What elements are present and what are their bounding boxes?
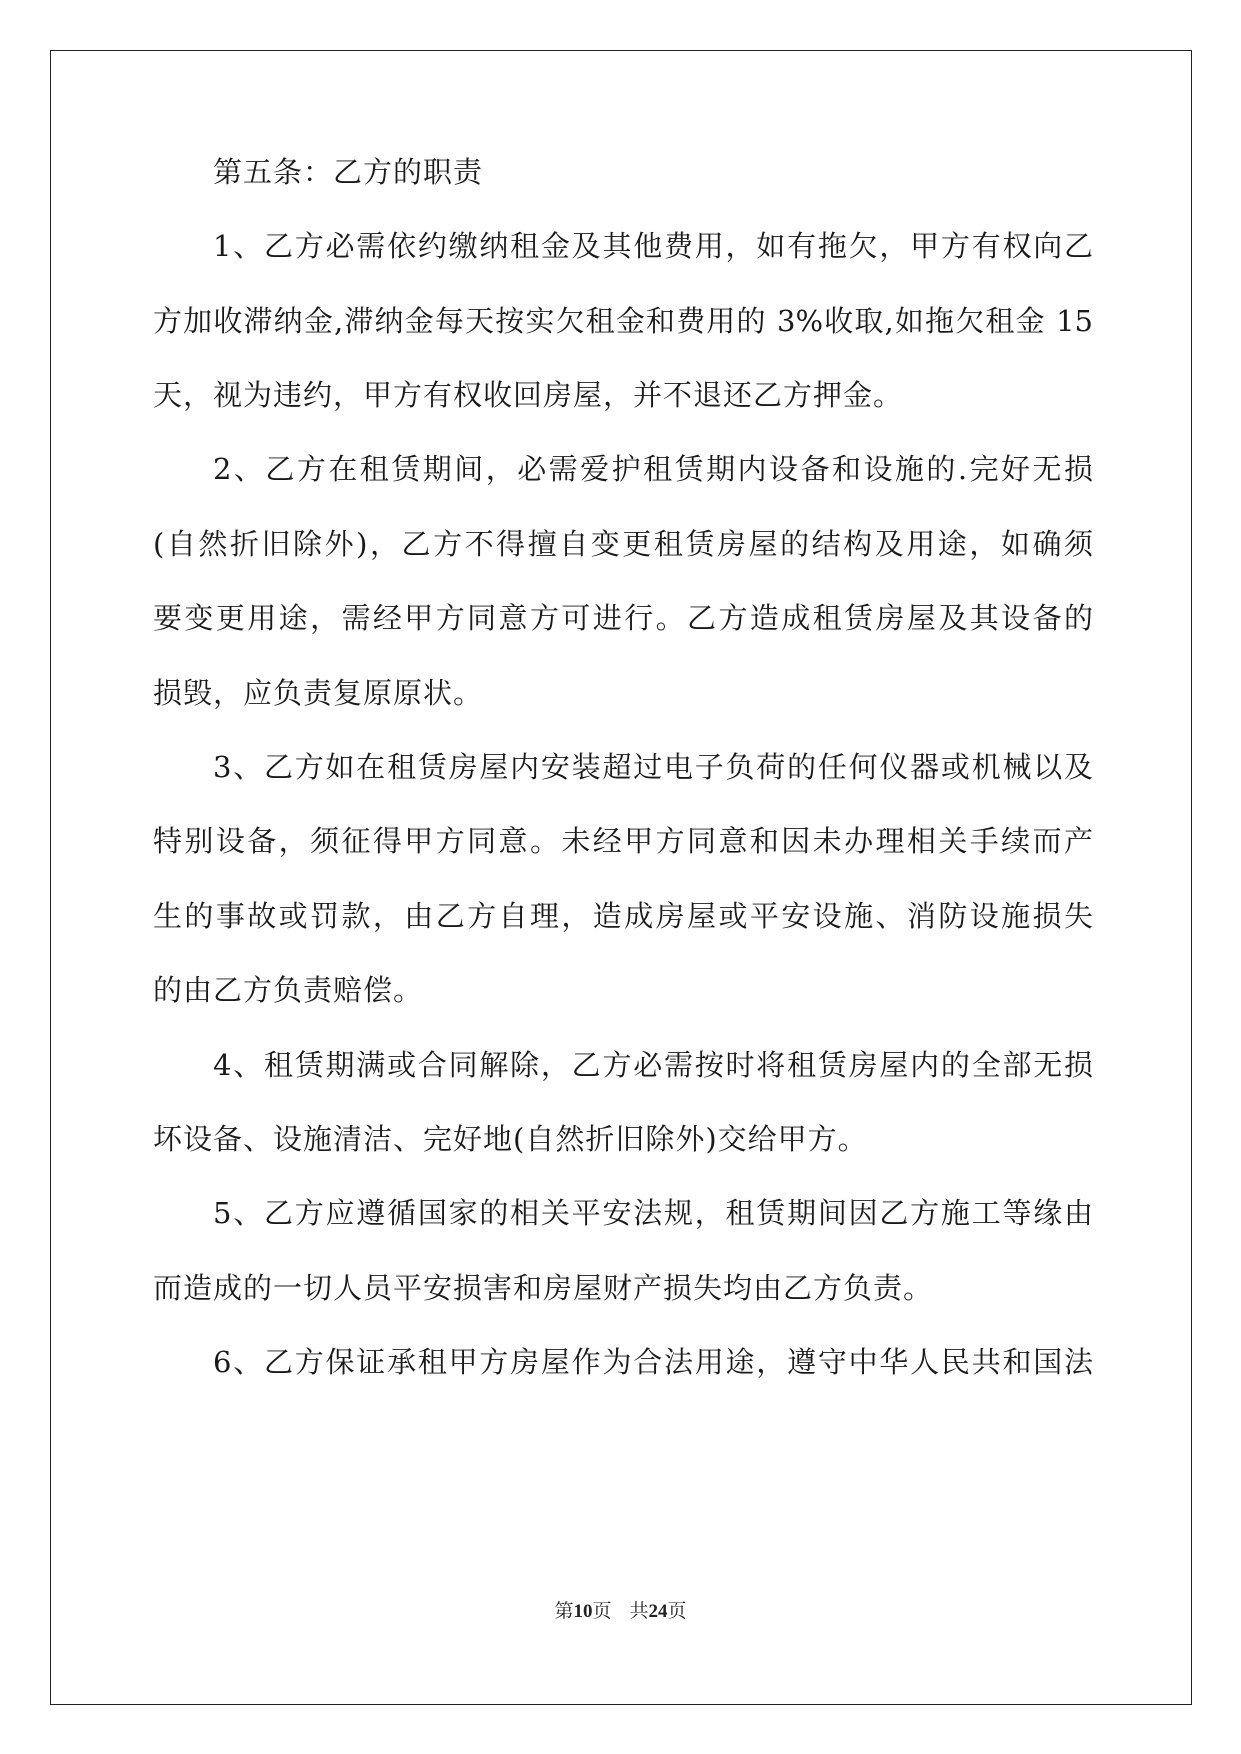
paragraph-line: 6、乙方保证承租甲方房屋作为合法用途，遵守中华人民共和国法: [213, 1345, 1093, 1379]
current-page-number: 10: [573, 1601, 593, 1622]
section-heading: 第五条：乙方的职责: [213, 155, 484, 189]
paragraph-line: 天，视为违约，甲方有权收回房屋，并不退还乙方押金。: [153, 378, 904, 412]
paragraph-line: 5、乙方应遵循国家的相关平安法规，租赁期间因乙方施工等缘由: [213, 1196, 1093, 1230]
total-suffix: 页: [667, 1601, 687, 1622]
paragraph-line: 坏设备、设施清洁、完好地(自然折旧除外)交给甲方。: [153, 1122, 868, 1156]
page-border: [50, 50, 1192, 1705]
paragraph-line: 特别设备，须征得甲方同意。未经甲方同意和因未办理相关手续而产: [153, 824, 1093, 858]
paragraph-line: 的由乙方负责赔偿。: [153, 973, 424, 1007]
paragraph-line: 损毁，应负责复原原状。: [153, 676, 484, 710]
total-prefix: 共: [629, 1601, 649, 1622]
page-footer: [0, 1600, 1241, 1624]
paragraph-line: 3、乙方如在租赁房屋内安装超过电子负荷的任何仪器或机械以及: [213, 750, 1093, 784]
total-page-number: 24: [648, 1601, 668, 1622]
paragraph-line: 方加收滞纳金,滞纳金每天按实欠租金和费用的 3%收取,如拖欠租金 15: [153, 304, 1093, 338]
paragraph-line: 而造成的一切人员平安损害和房屋财产损失均由乙方负责。: [153, 1271, 934, 1305]
page-suffix: 页: [592, 1601, 612, 1622]
paragraph-line: 要变更用途，需经甲方同意方可进行。乙方造成租赁房屋及其设备的: [153, 601, 1093, 635]
paragraph-line: 1、乙方必需依约缴纳租金及其他费用，如有拖欠，甲方有权向乙: [213, 229, 1093, 263]
paragraph-line: 生的事故或罚款，由乙方自理，造成房屋或平安设施、消防设施损失: [153, 899, 1093, 933]
page-prefix: 第: [554, 1601, 574, 1622]
paragraph-line: 2、乙方在租赁期间，必需爱护租赁期内设备和设施的.完好无损: [213, 452, 1093, 486]
paragraph-line: 4、租赁期满或合同解除，乙方必需按时将租赁房屋内的全部无损: [213, 1048, 1093, 1082]
paragraph-line: (自然折旧除外)，乙方不得擅自变更租赁房屋的结构及用途，如确须: [153, 527, 1093, 561]
